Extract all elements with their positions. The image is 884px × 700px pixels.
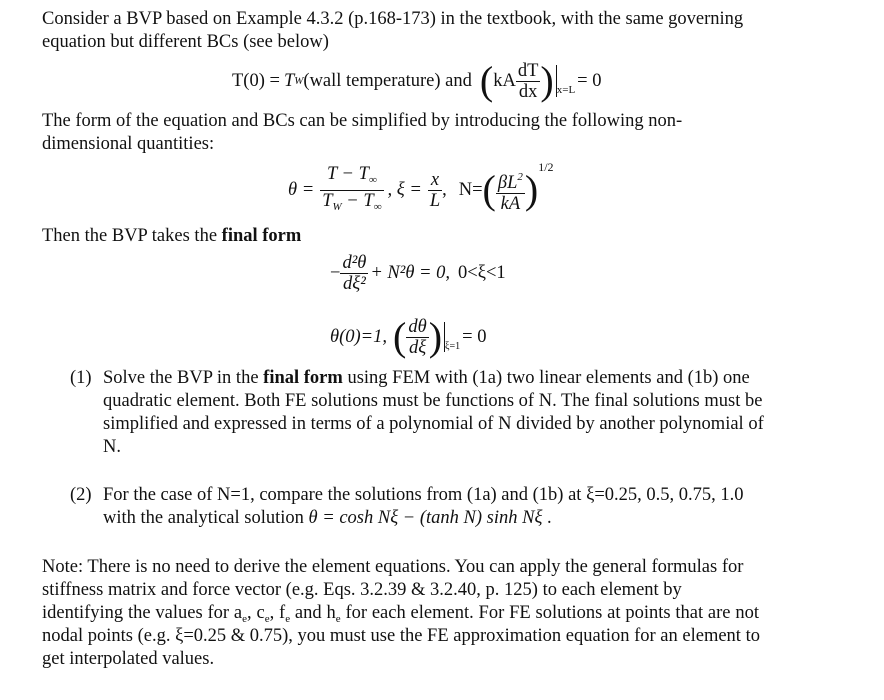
xi-comma: , [442,179,447,200]
bc-paren-close: ) [540,58,554,103]
theta-den-sub: W [332,200,342,213]
bc-left: T(0) = [232,70,280,91]
note-line-5: get interpolated values. [42,649,215,669]
theta-num-inf: ∞ [368,173,377,186]
q1-number: (1) [70,368,92,388]
q1-pre: Solve the BVP in the [103,368,264,388]
n-den: kA [496,193,525,214]
note-l3-f: , f [269,603,286,623]
q2-pre: with the analytical solution [103,508,309,528]
bc2-paren-open: ( [393,314,407,359]
theta-fraction [320,164,383,217]
then-line [42,225,301,248]
q2-line-2 [103,507,552,530]
ode-rest: + N²θ = 0, [370,262,451,283]
bc-rhs: = 0 [577,70,602,91]
xi-def: , ξ = [387,179,422,200]
n-num-sup: 2 [517,170,523,183]
ode-fraction [340,253,368,294]
n-num-text: βL [497,172,518,193]
q1-line-4: N. [103,437,121,457]
form-line-1: The form of the equation and BCs can be simplified by introducing the following non- [42,111,683,131]
note-l3-c: , c [247,603,265,623]
q1-post: using FEM with (1a) two linear elements and (1b) one [342,368,750,388]
ode-den: dξ² [340,273,368,294]
bc-wall: (wall temperature) and [303,70,472,91]
q1-bold: final form [263,368,343,388]
ode-num: d²θ [342,252,367,273]
bc-equation [232,56,601,106]
theta-num-text: T − T [326,163,369,184]
note-sub-c: e [264,613,270,625]
theta-def: θ = [288,179,315,200]
nondim-equation [288,160,554,220]
form-line-2: dimensional quantities: [42,134,215,154]
note-sub-h: e [335,613,341,625]
theta-num [320,164,383,190]
note-line-1: Note: There is no need to derive the element equations. You can apply the general formulas for [42,557,744,577]
q2-post: . [542,508,552,528]
note-l3-h: and h [290,603,336,623]
bc-tw-sub: W [294,75,304,87]
intro-line-1: Consider a BVP based on Example 4.3.2 (p.168-173) in the textbook, with the same governing [42,9,744,29]
n-def: N= [458,179,483,200]
then-text: Then the BVP takes the [42,226,222,246]
ode-minus: − [330,262,341,283]
n-num [496,167,525,193]
n-paren-open: ( [482,167,496,212]
theta-den-t: T [322,190,333,211]
bc2-eval: ξ=1 [445,341,461,352]
bc-den: dx [516,81,541,102]
bc-paren-open: ( [479,58,494,103]
theta-den [320,190,383,217]
bc2-fraction [406,317,428,358]
bc-fraction [516,61,541,102]
bc2-rhs: = 0 [462,326,487,347]
note-line-4: nodal points (e.g. ξ=0.25 & 0.75), you must use the FE approximation equation for an element to [42,626,760,646]
note-sub-f: e [285,613,291,625]
bc2-equation [330,312,486,362]
theta-den-inf: ∞ [373,200,382,213]
then-bold: final form [221,226,302,246]
note-line-2: stiffness matrix and force vector (e.g. Eqs. 3.2.39 & 3.2.40, p. 125) to each element by [42,580,682,600]
bc2-num: dθ [408,316,427,337]
intro-line-2: equation but different BCs (see below) [42,32,329,52]
n-paren-close: ) [524,167,539,212]
theta-den-rest: − T [341,190,374,211]
bc-ka: kA [493,70,516,91]
n-fraction [496,167,525,214]
xi-num: x [430,169,440,190]
bc-tw: T [283,70,295,91]
note-l3-post: for each element. For FE solutions at points that are not [340,603,759,623]
note-l3-pre: identifying the values for a [42,603,243,623]
ode-equation [330,246,506,300]
bc2-paren-close: ) [428,314,443,359]
xi-fraction [428,170,442,211]
q2-line-1: For the case of N=1, compare the solutions from (1a) and (1b) at ξ=0.25, 0.5, 0.75, 1.0 [103,485,744,505]
q2-number: (2) [70,485,92,505]
bc2-left: θ(0)=1, [330,326,388,347]
q2-solution: θ = cosh Nξ − (tanh N) sinh Nξ [308,508,543,528]
ode-range: 0<ξ<1 [458,262,506,283]
q1-line-1 [103,367,823,390]
xi-den: L [429,190,441,211]
bc2-den: dξ [406,337,428,358]
n-power: 1/2 [538,160,554,174]
bc-eval: x=L [556,84,576,96]
bc-num: dT [517,60,539,81]
q1-line-2: quadratic element. Both FE solutions must be functions of N. The final solutions must be [103,391,763,411]
q1-line-3: simplified and expressed in terms of a polynomial of N divided by another polynomial of [103,414,764,434]
note-sub-a: e [242,613,248,625]
